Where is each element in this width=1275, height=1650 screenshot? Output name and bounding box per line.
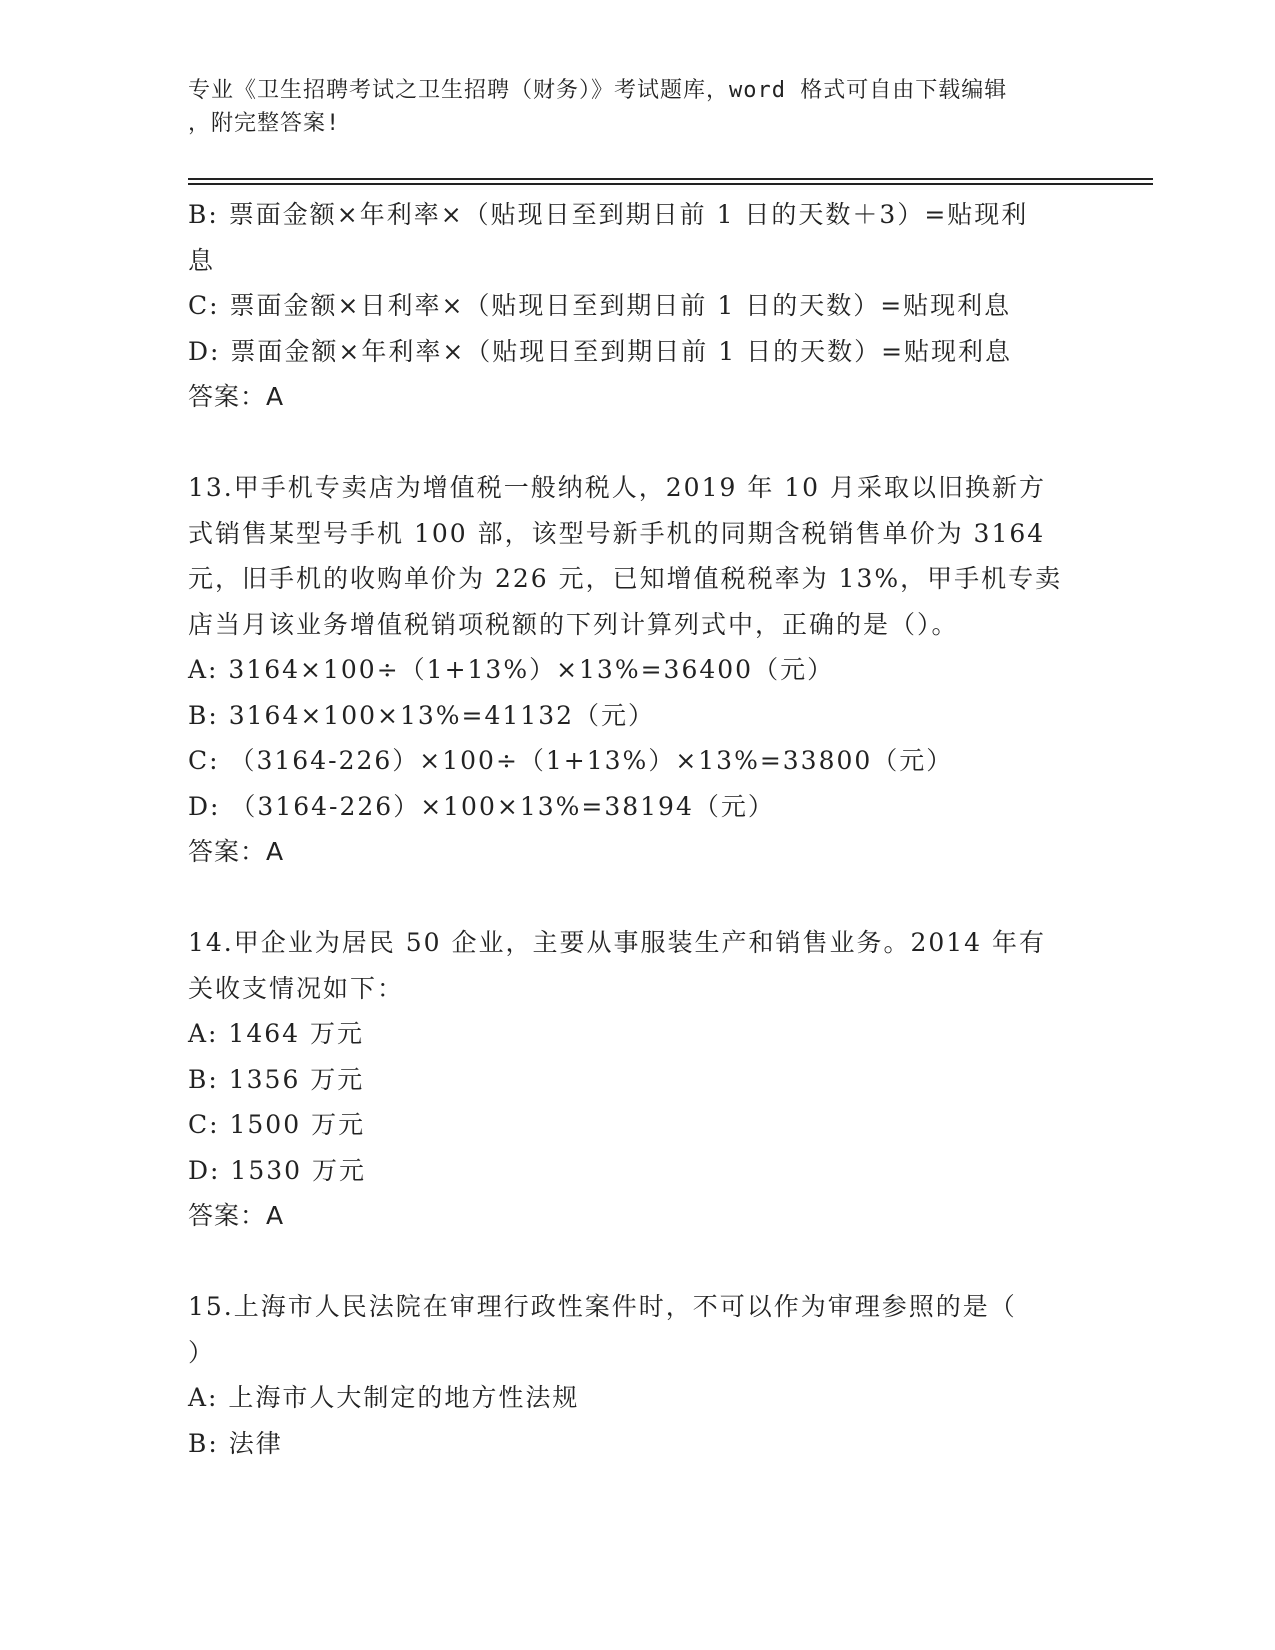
question-15	[188, 1284, 1088, 1466]
q14-answer: 答案：A	[188, 1201, 285, 1230]
spacer	[188, 1239, 1088, 1285]
q13-option-c: C: （3164-226）×100÷（1+13%）×13%=33800（元）	[188, 746, 954, 775]
header-rule-bottom	[188, 183, 1153, 185]
q15-option-b: B: 法律	[188, 1428, 283, 1458]
q13-stem-line-3: 元，旧手机的收购单价为 226 元，已知增值税税率为 13%，甲手机专卖	[188, 564, 1063, 593]
q13-option-b: B: 3164×100×13%=41132（元）	[188, 700, 656, 730]
q14-option-b: B: 1356 万元	[188, 1064, 365, 1094]
q14-option-d: D: 1530 万元	[188, 1155, 366, 1185]
q13-stem-line-2: 式销售某型号手机 100 部，该型号新手机的同期含税销售单价为 3164	[188, 518, 1046, 548]
document-header	[188, 74, 1068, 140]
q13-option-a: A: 3164×100÷（1+13%）×13%=36400（元）	[188, 655, 835, 684]
document-body	[188, 192, 1088, 1466]
q15-stem-line-2: ）	[188, 1337, 216, 1367]
q14-stem-line-1: 14.甲企业为居民 50 企业，主要从事服装生产和销售业务。2014 年有	[188, 928, 1047, 957]
q12-option-d: D: 票面金额×年利率×（贴现日至到期日前 1 日的天数）=贴现利息	[188, 336, 1013, 366]
question-12-continued	[188, 192, 1088, 420]
question-13	[188, 465, 1088, 875]
q13-option-d: D: （3164-226）×100×13%=38194（元）	[188, 791, 775, 821]
question-14	[188, 920, 1088, 1239]
q13-stem-line-4: 店当月该业务增值税销项税额的下列计算列式中，正确的是（）。	[188, 609, 959, 639]
q15-option-a: A: 上海市人大制定的地方性法规	[188, 1383, 580, 1412]
q13-stem-line-1: 13.甲手机专卖店为增值税一般纳税人，2019 年 10 月采取以旧换新方	[188, 473, 1047, 502]
q13-answer: 答案：A	[188, 837, 285, 866]
q15-stem-line-1: 15.上海市人民法院在审理行政性案件时，不可以作为审理参照的是（	[188, 1292, 1017, 1321]
q12-option-b-line-1: B: 票面金额×年利率×（贴现日至到期日前 1 日的天数＋3）=贴现利	[188, 200, 1029, 229]
q14-option-c: C: 1500 万元	[188, 1110, 366, 1139]
q14-option-a: A: 1464 万元	[188, 1019, 364, 1048]
q12-option-c: C: 票面金额×日利率×（贴现日至到期日前 1 日的天数）=贴现利息	[188, 291, 1012, 320]
header-line-1: 专业《卫生招聘考试之卫生招聘（财务）》考试题库，word 格式可自由下载编辑	[188, 78, 1008, 103]
spacer	[188, 875, 1088, 921]
header-line-2: ，附完整答案!	[188, 111, 341, 136]
spacer	[188, 420, 1088, 466]
header-rule-top	[188, 178, 1153, 180]
q12-option-b-line-2: 息	[188, 245, 216, 275]
q14-stem-line-2: 关收支情况如下：	[188, 973, 405, 1003]
q12-answer: 答案：A	[188, 382, 285, 411]
